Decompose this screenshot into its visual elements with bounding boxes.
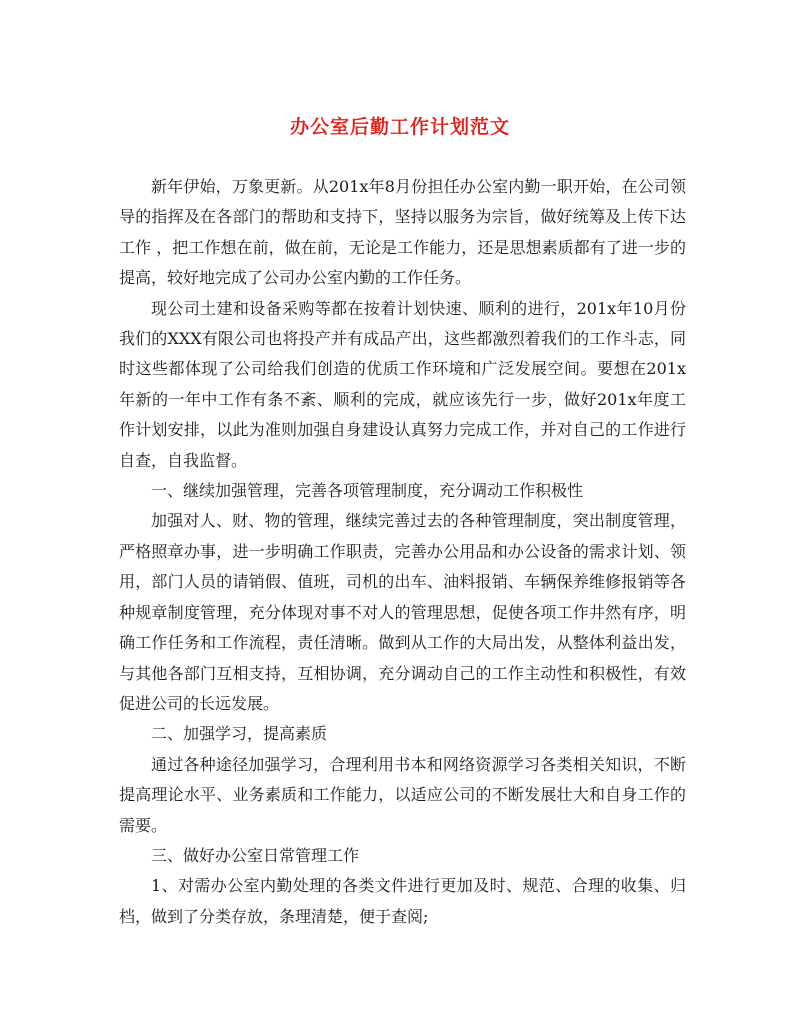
paragraph-management: 加强对人、财、物的管理，继续完善过去的各种管理制度，突出制度管理，严格照章办事，进一步明确工作职责，完善办公用品和办公设备的需求计划、领用，部门人员的请销假、值班，司机的出车、油料报销、车辆保养维修报销等各种规章制度管理，充分体现对事不对人的管理思想，促使各项工作井然有序，明确工作任务和工作流程，责任清晰。做到从工作的大局出发，从整体利益出发，与其他各部门互相支持，互相协调，充分调动自己的工作主动性和积极性，有效促进公司的长远发展。 (119, 511, 686, 713)
paragraph-plan-overview: 现公司土建和设备采购等都在按着计划快速、顺利的进行，201x年10月份我们的XXX有限公司也将投产并有成品产出，这些都激烈着我们的工作斗志，同时这些都体现了公司给我们创造的优质工作环境和广泛发展空间。要想在201x年新的一年中工作有条不紊、顺利的完成，就应该先行一步，做好201x年度工作计划安排，以此为准则加强自身建设认真努力完成工作，并对自己的工作进行自查，自我监督。 (119, 298, 686, 470)
paragraph-document-filing: 1、对需办公室内勤处理的各类文件进行更加及时、规范、合理的收集、归档，做到了分类存放，条理清楚，便于查阅; (119, 876, 686, 926)
paragraph-learning: 通过各种途径加强学习，合理利用书本和网络资源学习各类相关知识，不断提高理论水平、业务素质和工作能力，以适应公司的不断发展壮大和自身工作的需要。 (119, 754, 686, 835)
section-heading-management: 一、继续加强管理，完善各项管理制度，充分调动工作积极性 (151, 481, 584, 501)
section-heading-daily-work: 三、做好办公室日常管理工作 (151, 845, 360, 865)
document-title: 办公室后勤工作计划范文 (289, 116, 510, 138)
document-body (119, 172, 686, 932)
paragraph-intro: 新年伊始，万象更新。从201x年8月份担任办公室内勤一职开始，在公司领导的指挥及在各部门的帮助和支持下，坚持以服务为宗旨，做好统筹及上传下达工作 ，把工作想在前，做在前，无论是工作能力，还是思想素质都有了进一步的提高，较好地完成了公司办公室内勤的工作任务。 (119, 177, 686, 288)
section-heading-learning: 二、加强学习，提高素质 (151, 724, 328, 744)
